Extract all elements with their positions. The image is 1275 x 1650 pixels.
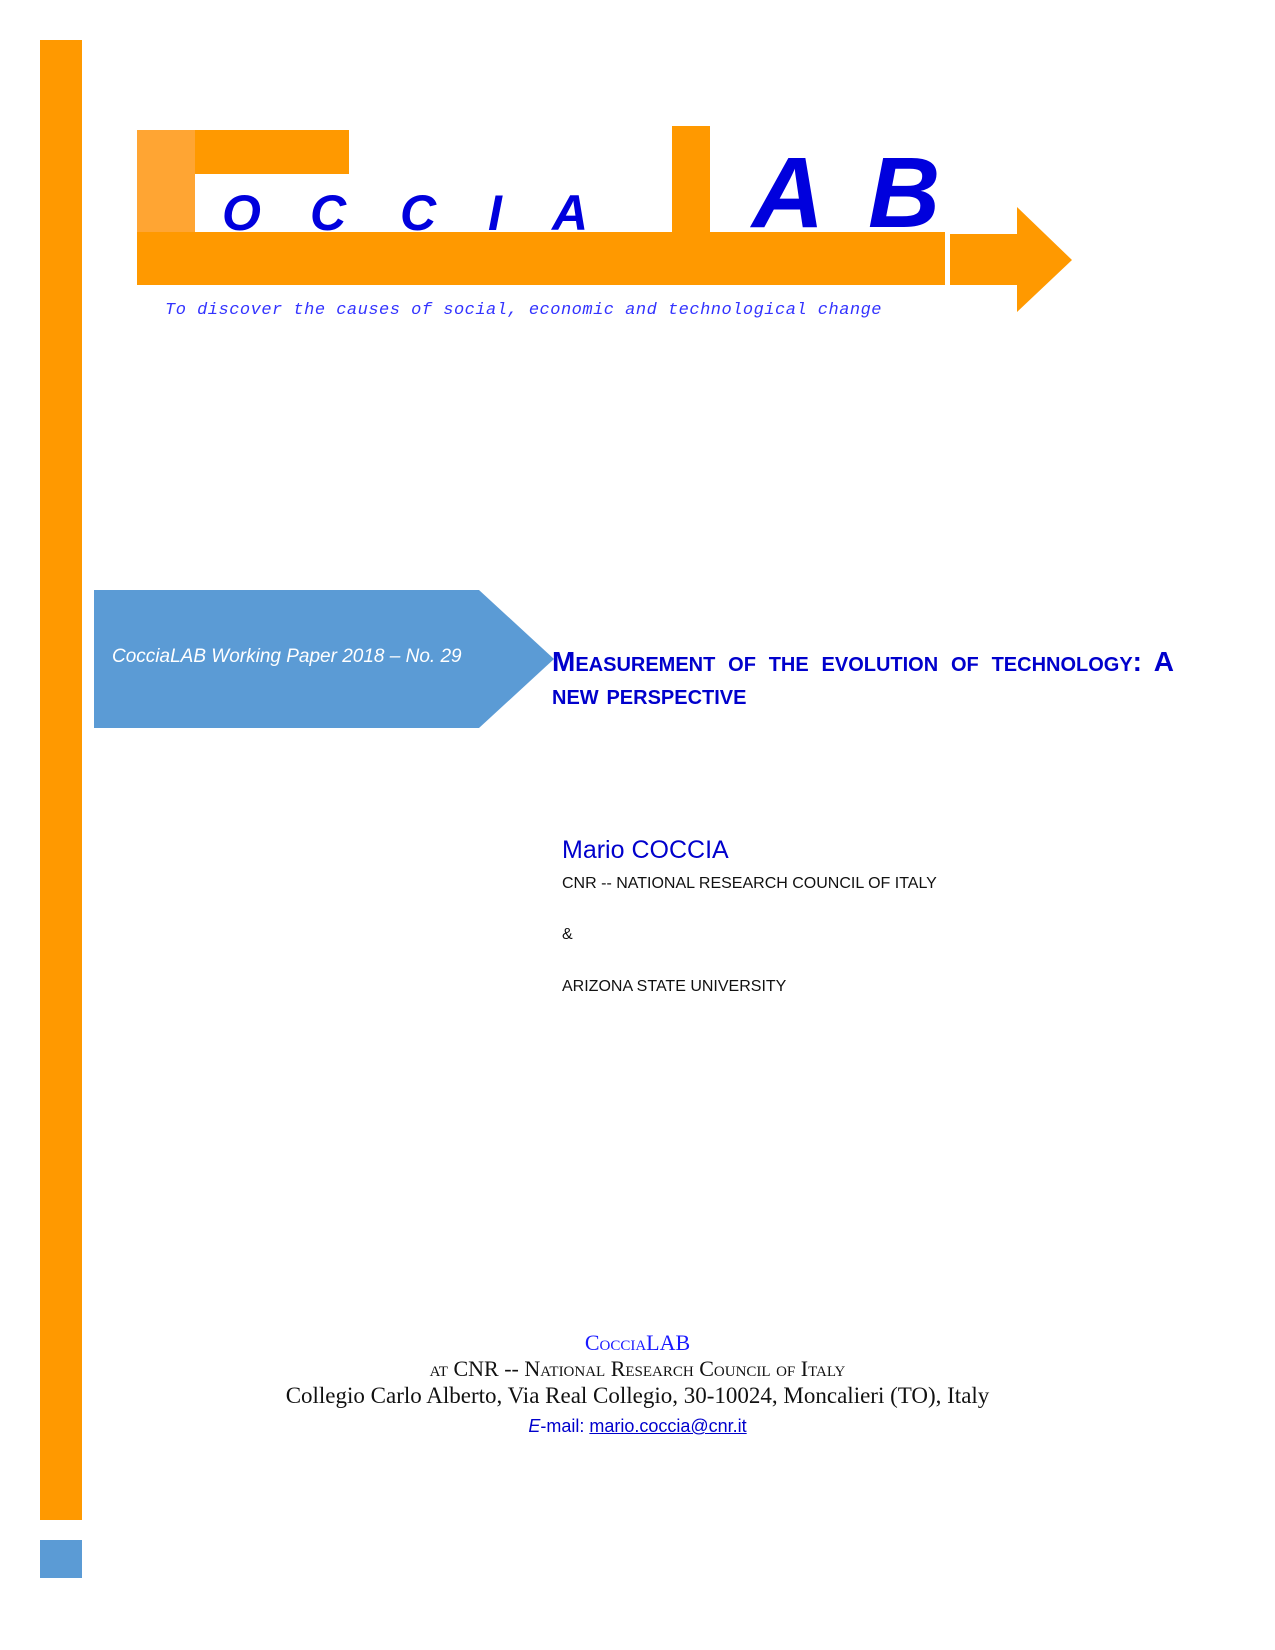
logo-tagline: To discover the causes of social, economic and technological change [165,301,883,320]
logo-arrow [950,207,1072,312]
working-paper-label: CocciaLAB Working Paper 2018 – No. 29 [112,646,462,667]
logo-letter-c2: C [400,185,437,241]
sidebar-blue-square [40,1540,82,1578]
footer-email-line [0,1416,1275,1437]
logo-l-vertical [672,126,710,236]
author-affiliation-cnr: CNR -- NATIONAL RESEARCH COUNCIL OF ITALY [562,875,937,892]
footer-address: Collegio Carlo Alberto, Via Real Collegio, 30-10024, Moncalieri (TO), Italy [285,1383,990,1408]
coccialab-logo [0,0,1275,330]
email-link[interactable]: mario.coccia@cnr.it [589,1416,747,1436]
author-ampersand: & [562,926,573,943]
footer-lab-name: CocciaLAB [584,1330,691,1355]
author-name: Mario COCCIA [562,836,729,864]
logo-letter-c1: C [310,185,347,241]
logo-letter-i: I [488,185,502,241]
email-prefix-italic: E [528,1416,541,1436]
paper-title: Measurement of the evolution of technology: A new perspective [552,646,1174,710]
logo-letter-o: O [222,185,261,241]
footer-cnr-line: at CNR -- National Research Council of Italy [429,1356,846,1381]
logo-big-letter-b: B [868,137,941,249]
logo-big-letter-a: A [752,137,825,249]
logo-letter-a: A [552,185,589,241]
email-prefix: -mail: [540,1416,590,1436]
author-affiliation-asu: ARIZONA STATE UNIVERSITY [562,978,787,995]
